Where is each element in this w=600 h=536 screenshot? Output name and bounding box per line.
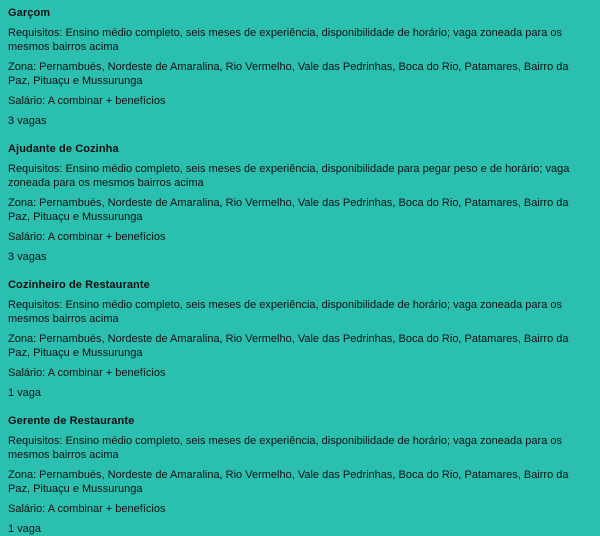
job-zone: Zona: Pernambués, Nordeste de Amaralina, Rio Vermelho, Vale das Pedrinhas, Boca do Rio, Patamares, Bairro da Paz, Pituaçu e Mussurunga bbox=[8, 333, 569, 359]
job-listing bbox=[8, 142, 592, 264]
job-zone: Zona: Pernambués, Nordeste de Amaralina, Rio Vermelho, Vale das Pedrinhas, Boca do Rio, Patamares, Bairro da Paz, Pituaçu e Mussurunga bbox=[8, 469, 569, 495]
job-salary: Salário: A combinar + benefícios bbox=[8, 231, 166, 243]
job-requirements: Requisitos: Ensino médio completo, seis meses de experiência, disponibilidade de horário; vaga zoneada para os mesmos bairros acima bbox=[8, 435, 562, 461]
job-title: Ajudante de Cozinha bbox=[8, 143, 119, 155]
job-listing bbox=[8, 278, 592, 400]
job-openings-count: 3 vagas bbox=[8, 115, 47, 127]
job-openings-count: 3 vagas bbox=[8, 251, 47, 263]
job-listing bbox=[8, 6, 592, 128]
job-title: Gerente de Restaurante bbox=[8, 415, 135, 427]
job-openings-count: 1 vaga bbox=[8, 387, 42, 399]
job-salary: Salário: A combinar + benefícios bbox=[8, 367, 166, 379]
job-salary: Salário: A combinar + benefícios bbox=[8, 503, 166, 515]
job-salary: Salário: A combinar + benefícios bbox=[8, 95, 166, 107]
job-requirements: Requisitos: Ensino médio completo, seis meses de experiência, disponibilidade de horário; vaga zoneada para os mesmos bairros acima bbox=[8, 299, 562, 325]
job-zone: Zona: Pernambués, Nordeste de Amaralina, Rio Vermelho, Vale das Pedrinhas, Boca do Rio, Patamares, Bairro da Paz, Pituaçu e Mussurunga bbox=[8, 197, 569, 223]
job-requirements: Requisitos: Ensino médio completo, seis meses de experiência, disponibilidade de horário; vaga zoneada para os mesmos bairros acima bbox=[8, 27, 562, 53]
job-title: Garçom bbox=[8, 7, 51, 19]
job-title: Cozinheiro de Restaurante bbox=[8, 279, 150, 291]
job-zone: Zona: Pernambués, Nordeste de Amaralina, Rio Vermelho, Vale das Pedrinhas, Boca do Rio, Patamares, Bairro da Paz, Pituaçu e Mussurunga bbox=[8, 61, 569, 87]
job-listing bbox=[8, 414, 592, 536]
job-openings-count: 1 vaga bbox=[8, 523, 42, 535]
job-requirements: Requisitos: Ensino médio completo, seis meses de experiência, disponibilidade para pegar peso e de horário; vaga zoneada para os mesmos bairros acima bbox=[8, 163, 570, 189]
